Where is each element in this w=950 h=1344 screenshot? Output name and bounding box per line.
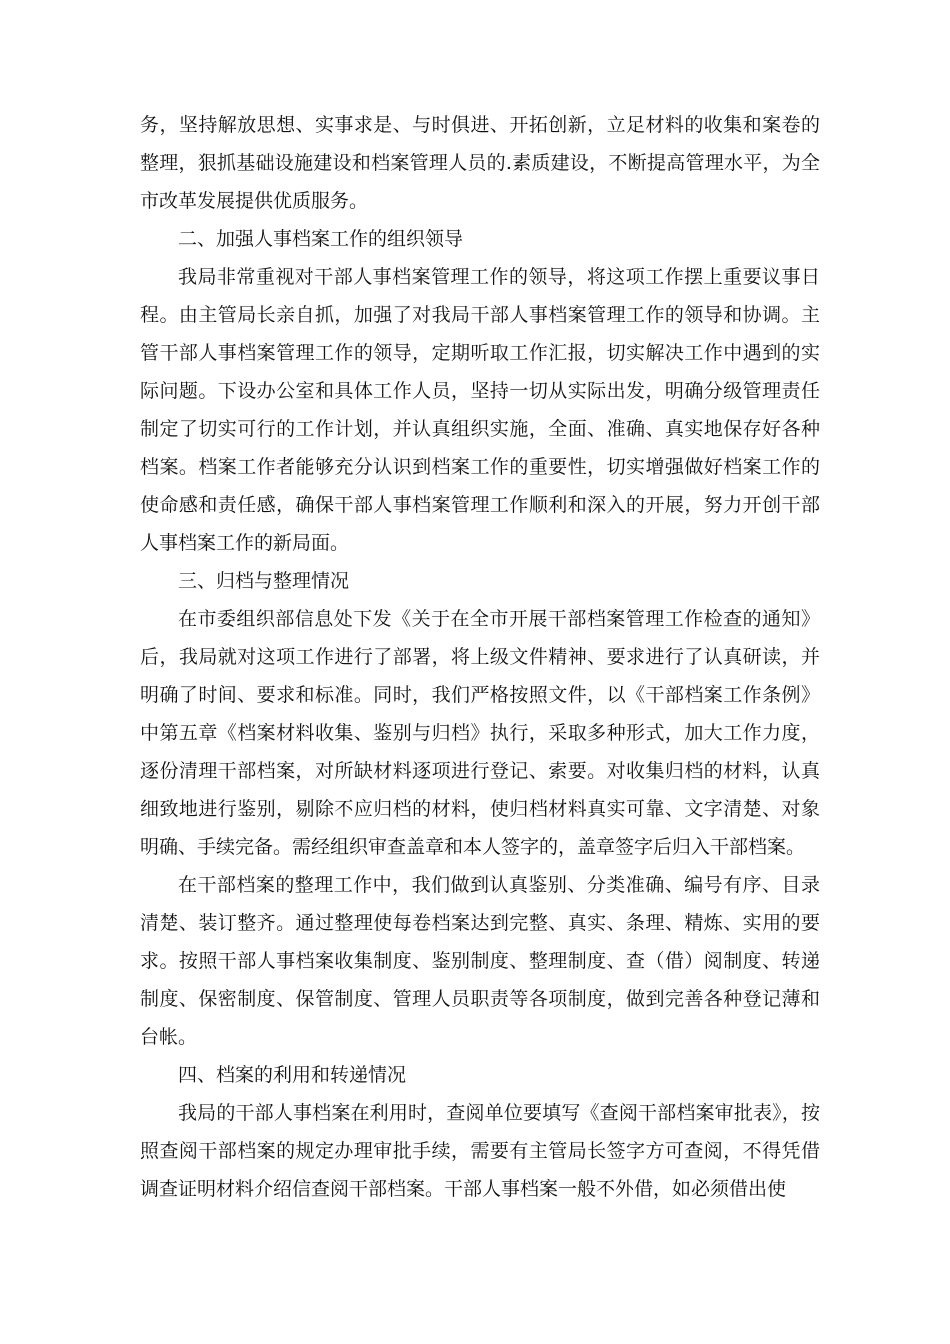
section-heading-2: 二、加强人事档案工作的组织领导: [178, 228, 464, 250]
paragraph-organization-leadership: 我局非常重视对干部人事档案管理工作的领导，将这项工作摆上重要议事日程。由主管局长亲自抓，加强了对我局干部人事档案管理工作的领导和协调。主管干部人事档案管理工作的领导，定期听取工作汇报，切实解决工作中遇到的实际问题。下设办公室和具体工作人员，坚持一切从实际出发，明确分级管理责任制定了切实可行的工作计划，并认真组织实施，全面、准确、真实地保存好各种档案。档案工作者能够充分认识到档案工作的重要性，切实增强做好档案工作的使命感和责任感，确保干部人事档案管理工作顺利和深入的开展，努力开创干部人事档案工作的新局面。: [140, 266, 820, 554]
paragraph-organizing: 在干部档案的整理工作中，我们做到认真鉴别、分类准确、编号有序、目录清楚、装订整齐。通过整理使每卷档案达到完整、真实、条理、精炼、实用的要求。按照干部人事档案收集制度、鉴别制度、整理制度、查（借）阅制度、转递制度、保密制度、保管制度、管理人员职责等各项制度，做到完善各种登记薄和台帐。: [140, 874, 820, 1048]
paragraph-usage-transfer: 我局的干部人事档案在利用时，查阅单位要填写《查阅干部档案审批表》，按照查阅干部档案的规定办理审批手续，需要有主管局长签字方可查阅，不得凭借调查证明材料介绍信查阅干部档案。干部人事档案一般不外借，如必须借出使: [140, 1102, 820, 1200]
paragraph-archiving: 在市委组织部信息处下发《关于在全市开展干部档案管理工作检查的通知》后，我局就对这项工作进行了部署，将上级文件精神、要求进行了认真研读，并明确了时间、要求和标准。同时，我们严格按照文件，以《干部档案工作条例》中第五章《档案材料收集、鉴别与归档》执行，采取多种形式，加大工作力度，逐份清理干部档案，对所缺材料逐项进行登记、索要。对收集归档的材料，认真细致地进行鉴别，剔除不应归档的材料，使归档材料真实可靠、文字清楚、对象明确、手续完备。需经组织审查盖章和本人签字的，盖章签字后归入干部档案。: [140, 608, 820, 858]
document-body: [140, 106, 820, 1208]
section-heading-4: 四、档案的利用和转递情况: [178, 1064, 407, 1086]
paragraph-continuation: 务，坚持解放思想、实事求是、与时俱进、开拓创新，立足材料的收集和案卷的整理，狠抓基础设施建设和档案管理人员的.素质建设，不断提高管理水平，为全市改革发展提供优质服务。: [140, 114, 820, 212]
section-heading-3: 三、归档与整理情况: [178, 570, 350, 592]
